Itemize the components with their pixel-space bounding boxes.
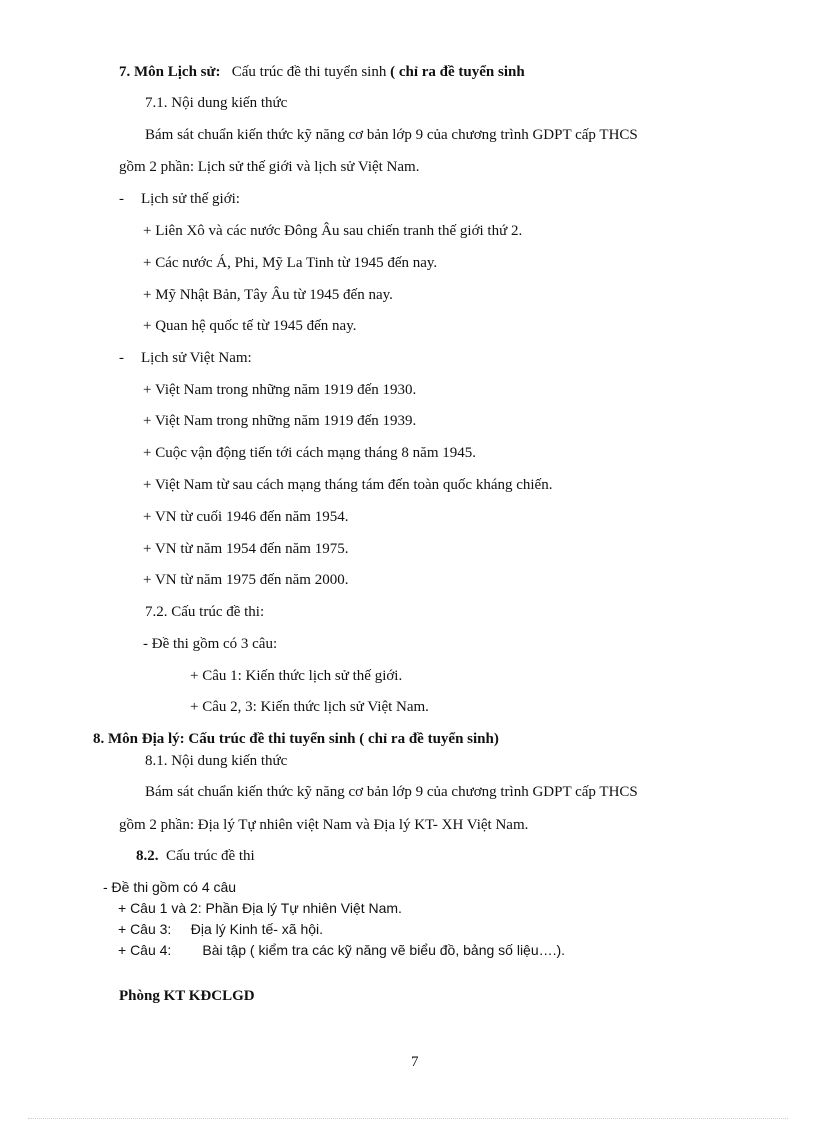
section-7-subtitle: Cấu trúc đề thi tuyển sinh [231,64,387,80]
section-8-exam-item: + Câu 1 và 2: Phần Địa lý Tự nhiên Việt Nam. [118,900,402,916]
section-7-paragraph-line-2: gồm 2 phần: Lịch sử thế giới và lịch sử Việt Nam. [119,159,420,175]
section-7-heading [119,62,525,82]
vietnam-history-text: Lịch sử Việt Nam: [141,350,252,366]
page-number: 7 [411,1054,419,1070]
section-7-exam-intro: - Đề thi gồm có 3 câu: [143,636,278,652]
world-history-dash: - [119,191,124,207]
vietnam-history-item: + VN từ năm 1954 đến năm 1975. [143,541,349,557]
section-7-note: ( chỉ ra đề tuyển sinh [390,64,525,80]
section-7-exam-item: + Câu 1: Kiến thức lịch sử thế giới. [190,668,403,684]
section-7-title: 7. Môn Lịch sử: [119,64,221,80]
vietnam-history-item: + Việt Nam trong những năm 1919 đến 1939. [143,413,417,429]
page-bottom-divider [28,1118,788,1119]
world-history-text: Lịch sử thế giới: [141,191,240,207]
world-history-item: + Liên Xô và các nước Đông Âu sau chiến tranh thế giới thứ 2. [143,223,523,239]
world-history-item: + Mỹ Nhật Bản, Tây Âu từ 1945 đến nay. [143,287,393,303]
vietnam-history-dash: - [119,350,124,366]
section-8-2-text: Cấu trúc đề thi [166,848,255,864]
section-7-exam-item: + Câu 2, 3: Kiến thức lịch sử Việt Nam. [190,699,429,715]
vietnam-history-label [119,348,252,368]
section-8-heading: 8. Môn Địa lý: Cấu trúc đề thi tuyển sinh ( chỉ ra đề tuyển sinh) [93,731,499,747]
section-8-exam-item: + Câu 3: Địa lý Kinh tế- xã hội. [118,921,324,937]
vietnam-history-item: + VN từ cuối 1946 đến năm 1954. [143,509,349,525]
section-8-2-number: 8.2. [136,848,159,864]
section-7-2-heading: 7.2. Cấu trúc đề thi: [145,604,265,620]
vietnam-history-item: + Việt Nam từ sau cách mạng tháng tám đến toàn quốc kháng chiến. [143,477,553,493]
world-history-item: + Quan hệ quốc tế từ 1945 đến nay. [143,318,357,334]
section-8-paragraph-line-2: gồm 2 phần: Địa lý Tự nhiên việt Nam và Địa lý KT- XH Việt Nam. [119,817,529,833]
world-history-label [119,189,240,209]
vietnam-history-item: + VN từ năm 1975 đến năm 2000. [143,572,349,588]
section-8-paragraph-line-1: Bám sát chuẩn kiến thức kỹ năng cơ bản lớp 9 của chương trình GDPT cấp THCS [145,784,638,800]
section-7-1-heading: 7.1. Nội dung kiến thức [145,95,288,111]
section-8-1-heading: 8.1. Nội dung kiến thức [145,753,288,769]
vietnam-history-item: + Cuộc vận động tiến tới cách mạng tháng 8 năm 1945. [143,445,476,461]
signature-department: Phòng KT KĐCLGD [119,988,255,1004]
section-8-2-heading [136,846,255,866]
world-history-item: + Các nước Á, Phi, Mỹ La Tinh từ 1945 đến nay. [143,255,438,271]
section-8-exam-item: + Câu 4: Bài tập ( kiểm tra các kỹ năng vẽ biểu đồ, bảng số liệu….). [118,942,566,958]
vietnam-history-item: + Việt Nam trong những năm 1919 đến 1930. [143,382,417,398]
section-7-paragraph-line-1: Bám sát chuẩn kiến thức kỹ năng cơ bản lớp 9 của chương trình GDPT cấp THCS [145,127,638,143]
section-8-exam-intro: - Đề thi gồm có 4 câu [103,879,237,895]
